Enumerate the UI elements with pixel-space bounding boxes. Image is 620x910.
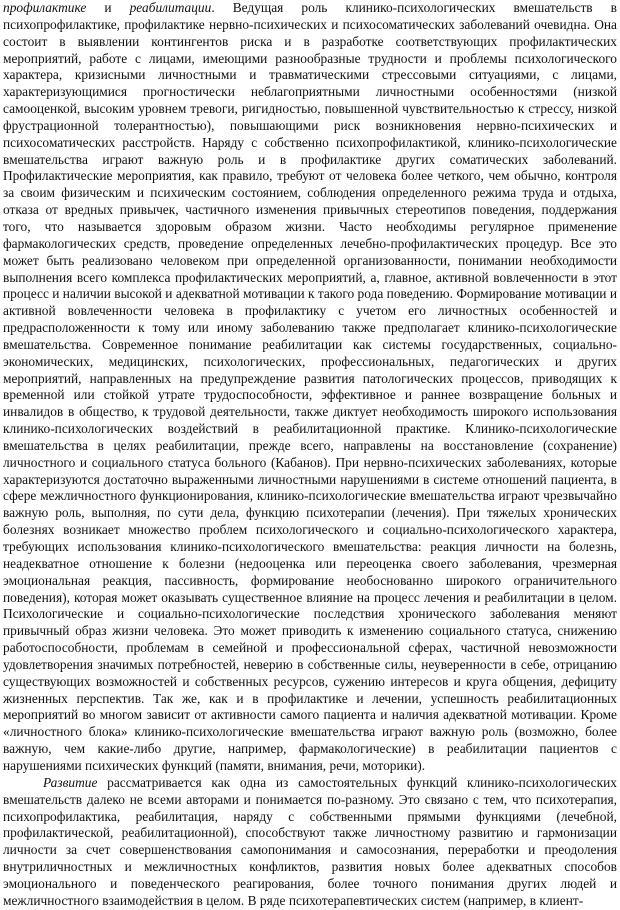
paragraph-body-text: . Ведущая роль клинико-психологических вмешательств в психопрофилактике, профилактике нервно-психических и психосоматических заболеваний очевидна. Она состоит в выявлении контингентов риска и в разработке соответствующих профилактических мероприятий, работе с лицами, имеющими разнообразные трудности и проблемы психологического характера, кризисными личностными и травматическими стрессовыми ситуациями, с лицами, характеризующимися прогностически неблагоприятными личностными особенностями (низкой самооценкой, высоким уровнем тревоги, ригидностью, повышенной чувствительностью к стрессу, низкой фрустрационной толерантностью), повышающими риск возникновения нервно-психических и психосоматических расстройств. Наряду с собственно психопрофилактикой, клинико-психологические вмешательства играют важную роль и в профилактике других соматических заболеваний. Профилактические мероприятия, как правило, требуют от человека более четкого, чем обычно, контроля за своим физическим и психическим состоянием, соблюдения определенного режима труда и отдыха, отказа от вредных привычек, частичного изменения привычных стереотипов поведения, поддержания того, что называется здоровым образом жизни. Часто необходимы регулярное применение фармакологических средств, проведение определенных лечебно-профилактических процедур. Все это может быть реализовано человеком при определенной организованности, понимании необходимости выполнения всего комплекса профилактических мероприятий, а, главное, активной вовлеченности в этот процесс и наличии высокой и адекватной мотивации к такого рода поведению. Формирование мотивации и активной вовлеченности человека в профилактику с учетом его личностных особенностей и предрасположенности к тому или иному заболеванию также предполагает клинико-психологические вмешательства. Современное понимание реабилитации как системы государственных, социально-экономических, медицинских, психологических, профессиональных, педагогических и других мероприятий, направленных на предупреждение развития патологических процессов, приводящих к временной или стойкой утрате трудоспособности, эффективное и раннее возвращение больных и инвалидов в общество, к трудовой деятельности, также диктует необходимость широкого использования клинико-психологических воздействий в реабилитационной практике. Клинико-психологические вмешательства в целях реабилитации, прежде всего, направлены на восстановление (сохранение) личностного и социального статуса больного (Кабанов). При нервно-психических заболеваниях, которые характеризуются достаточно выраженными личностными нарушениями в системе отношений пациента, в сфере межличностного функционирования, клинико-психологические вмешательства играют чрезвычайно важную роль, выполняя, по сути дела, функцию психотерапии (лечения). При тяжелых хронических болезнях возникает множество проблем психологического и социально-психологического характера, требующих использования клинико-психологического вмешательства: реакция личности на болезнь, неадекватное отношение к болезни (недооценка или переоценка своего заболевания, чрезмерная эмоциональная реакция, пассивность, формирование необоснованно широкого ограничительного поведения), которая может оказывать существенное влияние на процесс лечения и реабилитации в целом. Психологические и социально-психологические последствия хронического заболевания меняют привычный образ жизни человека. Это может приводить к изменению социального статуса, снижению работоспособности, проблемам в семейной и профессиональной сферах, частичной невозможности удовлетворения значимых потребностей, неверию в собственные силы, неуверенности в себе, отрицанию существующих возможностей и собственных ресурсов, сужению интересов и круга общения, дефициту жизненных перспектив. Так же, как и в профилактике и лечении, успешность реабилитационных мероприятий во многом зависит от активности самого пациента и наличия адекватной мотивации. Кроме «личностного блока» клинико-психологические вмешательства играют важную роль (возможно, более важную, чем какие-либо другие, например, фармакологические) в реабилитации пациентов с нарушениями психических функций (памяти, внимания, речи, моторики). <box>3 0 617 773</box>
paragraph-body-text: рассматривается как одна из самостоятельных функций клинико-психологических вмешательств далеко не всеми авторами и понимается по-разному. Это связано с тем, что психотерапия, психопрофилактика, реабилитация, наряду с собственными прямыми функциями (лечебной, профилактической, реабилитационной), способствуют также личностному развитию и гармонизации личности за счет совершенствования самопонимания и самосознания, переработки и преодоления внутриличностных и межличностных конфликтов, развития новых более адекватных способов эмоционального и поведенческого реагирования, более точного понимания других людей и межличностного взаимодействия в целом. В ряде психотерапевтических систем (например, в клиент- <box>3 774 617 908</box>
term-development: Развитие <box>43 774 98 790</box>
term-rehabilitation: реабилитации <box>129 0 212 15</box>
term-prevention: профилактике <box>3 0 87 15</box>
paragraph-development <box>3 775 617 910</box>
paragraph-prevention-rehabilitation <box>3 0 617 775</box>
conjunction-text: и <box>86 0 130 15</box>
